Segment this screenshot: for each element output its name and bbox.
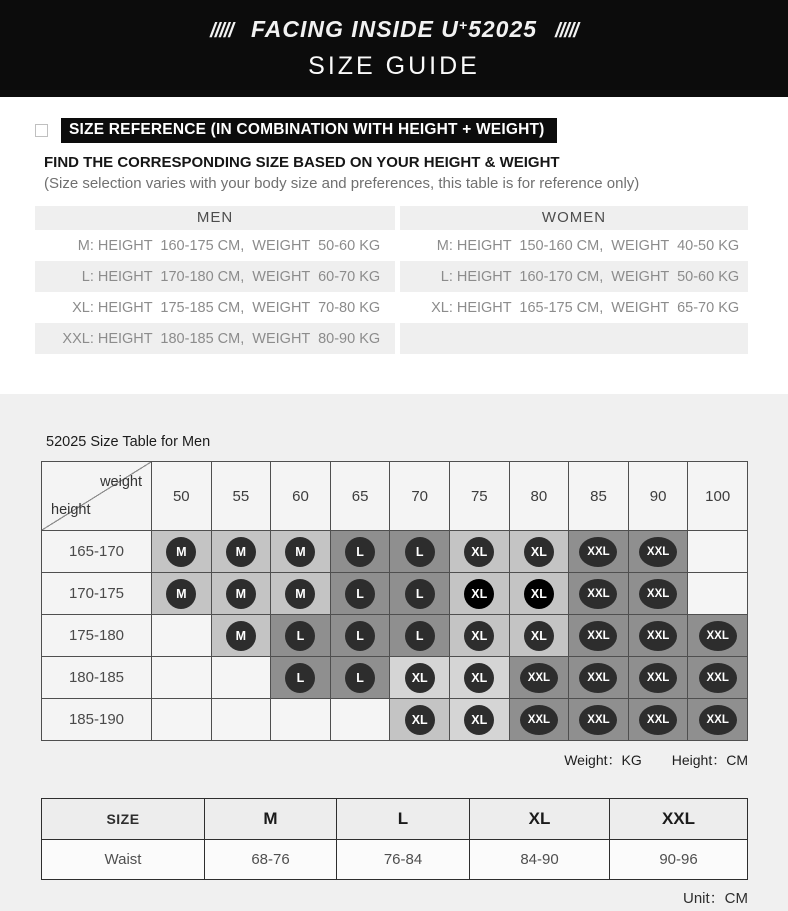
size-badge: XL [524, 537, 554, 567]
matrix-units-note [41, 750, 748, 770]
women-table-header: WOMEN [400, 206, 748, 230]
matrix-cell [212, 657, 272, 699]
weight-unit-label: Weight：KG [564, 752, 642, 768]
table-row [400, 292, 748, 323]
size-label: L: [440, 268, 453, 285]
matrix-cell [152, 657, 212, 699]
size-badge: XXL [579, 579, 617, 609]
matrix-weight-header: 55 [212, 462, 272, 531]
matrix-cell [271, 657, 331, 699]
size-range-text: HEIGHT 150-160 CM, WEIGHT 40-50 KG [456, 237, 740, 254]
matrix-cell [212, 573, 272, 615]
page-title: SIZE GUIDE [308, 52, 480, 80]
size-label: M: [77, 237, 94, 254]
matrix-weight-header: 90 [629, 462, 689, 531]
section-note: (Size selection varies with your body size and preferences, this table is for reference only) [44, 175, 640, 192]
size-reference-section [0, 97, 788, 354]
corner-weight-label: weight [100, 474, 142, 490]
size-badge: L [345, 579, 375, 609]
matrix-corner-cell [42, 462, 152, 531]
size-badge: M [285, 579, 315, 609]
size-range-text: HEIGHT 160-175 CM, WEIGHT 50-60 KG [97, 237, 381, 254]
matrix-cell [688, 615, 748, 657]
matrix-cell [450, 531, 510, 573]
matrix-height-label: 180-185 [42, 657, 152, 699]
matrix-weight-header: 100 [688, 462, 748, 531]
corner-height-label: height [51, 502, 91, 518]
size-badge: XL [464, 663, 494, 693]
matrix-cell [629, 615, 689, 657]
matrix-cell [271, 573, 331, 615]
matrix-weight-header: 70 [390, 462, 450, 531]
matrix-cell [212, 531, 272, 573]
size-badge: M [166, 579, 196, 609]
size-badge: XXL [699, 663, 737, 693]
height-weight-tables [35, 206, 748, 354]
matrix-cell [390, 699, 450, 741]
matrix-cell [271, 699, 331, 741]
size-badge: L [285, 621, 315, 651]
matrix-cell [569, 615, 629, 657]
column-header: XL [470, 799, 610, 840]
matrix-height-label: 170-175 [42, 573, 152, 615]
matrix-cell [510, 699, 570, 741]
size-range-text: HEIGHT 160-170 CM, WEIGHT 50-60 KG [456, 268, 740, 285]
size-badge: M [285, 537, 315, 567]
size-label: M: [436, 237, 453, 254]
height-unit-label: Height：CM [671, 752, 748, 768]
size-badge: M [226, 579, 256, 609]
matrix-cell [569, 657, 629, 699]
brand-text [251, 16, 537, 43]
size-badge: XXL [699, 705, 737, 735]
matrix-cell [390, 573, 450, 615]
size-badge: L [345, 663, 375, 693]
table-row [35, 230, 395, 261]
matrix-cell [390, 615, 450, 657]
matrix-weight-header: 75 [450, 462, 510, 531]
size-badge: L [345, 621, 375, 651]
matrix-cell [152, 531, 212, 573]
matrix-cell [629, 657, 689, 699]
size-badge: XXL [639, 705, 677, 735]
size-badge: XL [464, 621, 494, 651]
table-row [35, 292, 395, 323]
matrix-title: 52025 Size Table for Men [46, 434, 211, 450]
matrix-cell [271, 615, 331, 657]
table-cell: 84-90 [470, 840, 610, 880]
size-badge: XXL [639, 621, 677, 651]
matrix-weight-header: 60 [271, 462, 331, 531]
matrix-cell [629, 699, 689, 741]
size-badge: XL [464, 537, 494, 567]
column-header: SIZE [42, 799, 205, 840]
matrix-weight-header: 85 [569, 462, 629, 531]
table-row [400, 261, 748, 292]
size-badge: M [226, 621, 256, 651]
size-matrix-table [41, 461, 748, 741]
size-badge: XXL [579, 621, 617, 651]
size-label: L: [81, 268, 94, 285]
size-badge: M [226, 537, 256, 567]
matrix-cell [331, 531, 391, 573]
matrix-cell [331, 573, 391, 615]
women-table [400, 206, 748, 354]
table-row [35, 323, 395, 354]
matrix-cell [331, 615, 391, 657]
size-badge: XXL [520, 705, 558, 735]
matrix-weight-header: 50 [152, 462, 212, 531]
size-badge: L [285, 663, 315, 693]
matrix-cell [331, 657, 391, 699]
matrix-cell [510, 573, 570, 615]
size-badge: XXL [579, 537, 617, 567]
size-badge: XXL [579, 663, 617, 693]
matrix-cell [569, 699, 629, 741]
column-header: M [205, 799, 337, 840]
brand-title [210, 16, 578, 43]
matrix-height-label: 175-180 [42, 615, 152, 657]
size-badge: XXL [639, 663, 677, 693]
matrix-cell [688, 573, 748, 615]
matrix-cell [450, 699, 510, 741]
matrix-cell [390, 531, 450, 573]
table-row [400, 230, 748, 261]
size-badge: XXL [639, 537, 677, 567]
size-badge: L [405, 579, 435, 609]
size-label: XL: [431, 299, 453, 316]
matrix-cell [152, 699, 212, 741]
size-badge: L [405, 537, 435, 567]
section-subtitle: FIND THE CORRESPONDING SIZE BASED ON YOUR HEIGHT & WEIGHT [44, 154, 560, 171]
matrix-cell [569, 573, 629, 615]
brand-text-pre: FACING INSIDE U [250, 16, 459, 42]
size-range-text: HEIGHT 165-175 CM, WEIGHT 65-70 KG [456, 299, 740, 316]
size-badge: XL [524, 621, 554, 651]
size-badge: XL [464, 579, 494, 609]
matrix-cell [688, 531, 748, 573]
matrix-cell [152, 573, 212, 615]
matrix-cell [510, 657, 570, 699]
size-badge: L [405, 621, 435, 651]
size-label: XL: [72, 299, 94, 316]
top-banner [0, 0, 788, 97]
size-badge: L [345, 537, 375, 567]
matrix-cell [450, 657, 510, 699]
size-badge: XL [464, 705, 494, 735]
table-cell: 76-84 [337, 840, 470, 880]
size-badge: XL [524, 579, 554, 609]
matrix-cell [510, 615, 570, 657]
unit-note: Unit：CM [682, 890, 748, 907]
size-badge: XL [405, 663, 435, 693]
row-label: Waist [42, 840, 205, 880]
men-table [35, 206, 395, 354]
matrix-cell [331, 699, 391, 741]
size-range-text: HEIGHT 180-185 CM, WEIGHT 80-90 KG [97, 330, 381, 347]
slashes-right-icon: ///// [555, 20, 578, 42]
men-table-header: MEN [35, 206, 395, 230]
size-badge: M [166, 537, 196, 567]
size-badge: XXL [579, 705, 617, 735]
section-title: SIZE REFERENCE (IN COMBINATION WITH HEIGHT + WEIGHT) [61, 118, 557, 143]
matrix-cell [510, 531, 570, 573]
matrix-cell [629, 573, 689, 615]
size-badge: XXL [520, 663, 558, 693]
waist-size-table [41, 798, 748, 880]
checkbox-icon [35, 124, 48, 137]
matrix-height-label: 165-170 [42, 531, 152, 573]
matrix-cell [688, 699, 748, 741]
matrix-cell [629, 531, 689, 573]
matrix-cell [271, 531, 331, 573]
section-title-row [35, 118, 788, 143]
column-header: L [337, 799, 470, 840]
table-cell: 90-96 [610, 840, 748, 880]
size-badge: XXL [639, 579, 677, 609]
matrix-cell [212, 615, 272, 657]
size-badge: XL [405, 705, 435, 735]
matrix-cell [212, 699, 272, 741]
size-matrix-section [0, 394, 788, 911]
matrix-cell [152, 615, 212, 657]
size-badge: XXL [699, 621, 737, 651]
matrix-height-label: 185-190 [42, 699, 152, 741]
size-range-text: HEIGHT 175-185 CM, WEIGHT 70-80 KG [97, 299, 381, 316]
matrix-weight-header: 65 [331, 462, 391, 531]
matrix-cell [390, 657, 450, 699]
column-header: XXL [610, 799, 748, 840]
table-row [35, 261, 395, 292]
table-cell: 68-76 [205, 840, 337, 880]
matrix-weight-header: 80 [510, 462, 570, 531]
slashes-left-icon: ///// [210, 20, 233, 42]
matrix-cell [569, 531, 629, 573]
size-label: XXL: [62, 330, 94, 347]
brand-number: 52025 [468, 16, 538, 42]
matrix-cell [688, 657, 748, 699]
brand-plus: + [458, 17, 469, 33]
size-range-text: HEIGHT 170-180 CM, WEIGHT 60-70 KG [97, 268, 381, 285]
table-row-empty [400, 323, 748, 354]
matrix-cell [450, 573, 510, 615]
matrix-cell [450, 615, 510, 657]
